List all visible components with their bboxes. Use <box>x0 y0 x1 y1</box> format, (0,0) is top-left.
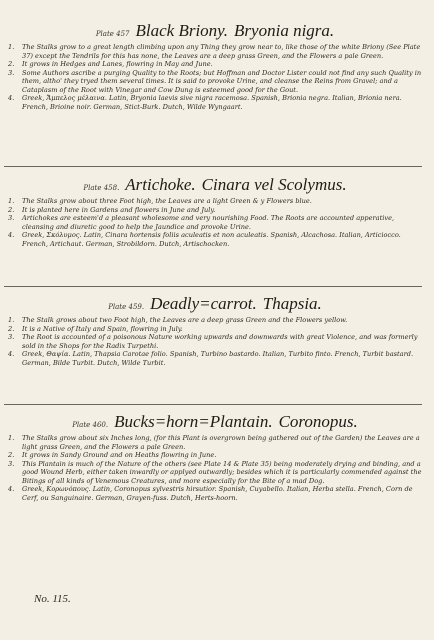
plate-number: Plate 458. <box>83 184 120 192</box>
list-item <box>8 197 422 206</box>
list-item <box>8 206 422 215</box>
list-item <box>8 434 422 451</box>
english-name: Deadly=carrot. <box>150 294 257 313</box>
plate-number: Plate 460. <box>72 421 109 429</box>
item-text: The Stalk grows about two Foot high, the Leaves are a deep grass Green and the Flowers yellow. <box>22 316 348 324</box>
plate-heading <box>8 295 422 312</box>
item-text: This Plantain is much of the Nature of the others (see Plate 14 & Plate 35) being moderately drying and binding, and a good Wound Herb, either taken inwardly or applyed outwardly; besides which it is particularly commended against the Bitings of all kinds of Venemous Creatures, and more especially for the Bite of a mad Dog. <box>22 459 422 485</box>
list-item <box>8 485 422 502</box>
item-text: It is planted here in Gardens and flowers in June and July. <box>22 205 216 214</box>
item-number: 3. <box>8 68 15 77</box>
plate-number: Plate 457 <box>95 30 130 38</box>
divider-rule <box>4 404 422 405</box>
list-item <box>8 316 422 325</box>
list-item <box>8 333 422 350</box>
latin-name: Cinara vel Scolymus. <box>201 175 347 194</box>
item-text: Some Authors ascribe a purging Quality to the Roots; but Hoffman and Doctor Lister could not find any such Quality in them, altho' they tryed them several times. It is said to provoke Urine, and cleanse the Reins from Gravel; and a Cataplasm of the Root with Vinegar and Cow Dung is esteemed good for the Gout. <box>22 68 422 94</box>
item-text: Greek, Κορωνόπους. Latin, Coronopus sylvestris hirsutior. Spanish, Cuyabello. Italian, Herba stella. French, Corn de Cerf, ou Sanguinaire. German, Grayen-fuss. Dutch, Herts-hoorn. <box>22 485 413 502</box>
item-number: 1. <box>8 43 15 51</box>
list-item <box>8 451 422 460</box>
item-number: 4. <box>8 485 15 493</box>
divider-rule <box>4 166 422 167</box>
list-item <box>8 350 422 367</box>
list-item <box>8 460 422 486</box>
item-text: The Stalks grow about three Foot high, the Leaves are a light Green & y Flowers blue. <box>22 197 312 205</box>
item-number: 1. <box>8 197 15 205</box>
item-text: It grows in Hedges and Lanes, flowring in May and June. <box>22 60 213 68</box>
list-item <box>8 94 422 111</box>
english-name: Black Briony. <box>135 21 229 40</box>
item-number: 2. <box>8 324 15 333</box>
english-name: Artichoke. <box>125 175 196 194</box>
item-text: It is a Native of Italy and Spain, flowring in July. <box>22 324 183 333</box>
plate-heading <box>8 176 422 193</box>
item-number: 4. <box>8 94 15 102</box>
item-number: 1. <box>8 316 15 324</box>
list-item <box>8 69 422 95</box>
item-number: 1. <box>8 434 15 442</box>
item-text: The Stalks grow about six Inches long, (for this Plant is overgrown being gathered out of the Garden) the Leaves are a light grass Green, and the Flowers a pale Green. <box>22 434 420 451</box>
plate-460-entry <box>8 413 422 502</box>
description-list <box>8 43 422 111</box>
item-number: 4. <box>8 350 15 358</box>
plate-number: Plate 459. <box>108 303 145 311</box>
latin-name: Coronopus. <box>278 412 358 431</box>
plate-459-entry <box>8 295 422 367</box>
item-number: 4. <box>8 231 15 239</box>
item-text: Greek, Θαψία. Latin, Thapsia Carotae folio. Spanish, Turbino bastardo. Italian, Turbito finto. French, Turbit bastard. German, Bilde Turbit. Dutch, Wilde Turbit. <box>22 350 414 367</box>
plate-heading <box>8 22 422 39</box>
plate-458-entry <box>8 176 422 248</box>
english-name: Bucks=horn=Plantain. <box>114 412 273 431</box>
list-item <box>8 43 422 60</box>
plate-457-entry <box>8 22 422 111</box>
item-text: Greek, Ἄμπελος μέλαινα. Latin, Bryonia laevis sive nigra racemosa. Spanish, Brionia negra. Italian, Brionia nera. French, Brioine noir. German, Stict-Burk. Dutch, Wilde Wyngaart. <box>22 94 402 111</box>
item-number: 3. <box>8 459 15 468</box>
divider-rule <box>4 286 422 287</box>
list-item <box>8 231 422 248</box>
item-number: 2. <box>8 205 15 214</box>
description-list <box>8 197 422 248</box>
description-list <box>8 316 422 367</box>
page-number: No. 115. <box>34 593 71 605</box>
item-text: The Root is accounted of a poisonous Nature working upwards and downwards with great Violence, and was formerly sold in the Shops for the Radix Turpethi. <box>22 333 418 350</box>
item-text: Artichokes are esteem'd a pleasant wholesome and very nourishing Food. The Roots are accounted apperative, cleansing and diuretic good to help the Jaundice and provoke Urine. <box>22 214 395 231</box>
item-number: 3. <box>8 214 15 222</box>
item-text: Greek, Σκόλυμος. Latin, Cinara hortensis foliis aculeatis et non aculeatis. Spanish, Alcachosa. Italian, Articiocco. French, Artichaut. German, Strobildorn. Dutch, Artischocken. <box>22 231 401 248</box>
list-item <box>8 60 422 69</box>
latin-name: Thapsia. <box>262 294 322 313</box>
plate-heading <box>8 413 422 430</box>
item-number: 2. <box>8 451 15 459</box>
list-item <box>8 325 422 334</box>
item-text: The Stalks grow to a great length climbing upon any Thing they grow near to, like those of the white Briony (See Plate 37) except the Tendrils for this has none, the Leaves are a deep grass Green, and the Flowers a pale Green. <box>22 43 421 60</box>
item-text: It grows in Sandy Ground and on Heaths flowring in June. <box>22 451 217 459</box>
latin-name: Bryonia nigra. <box>234 21 335 40</box>
item-number: 3. <box>8 333 15 341</box>
list-item <box>8 214 422 231</box>
item-number: 2. <box>8 60 15 68</box>
description-list <box>8 434 422 502</box>
